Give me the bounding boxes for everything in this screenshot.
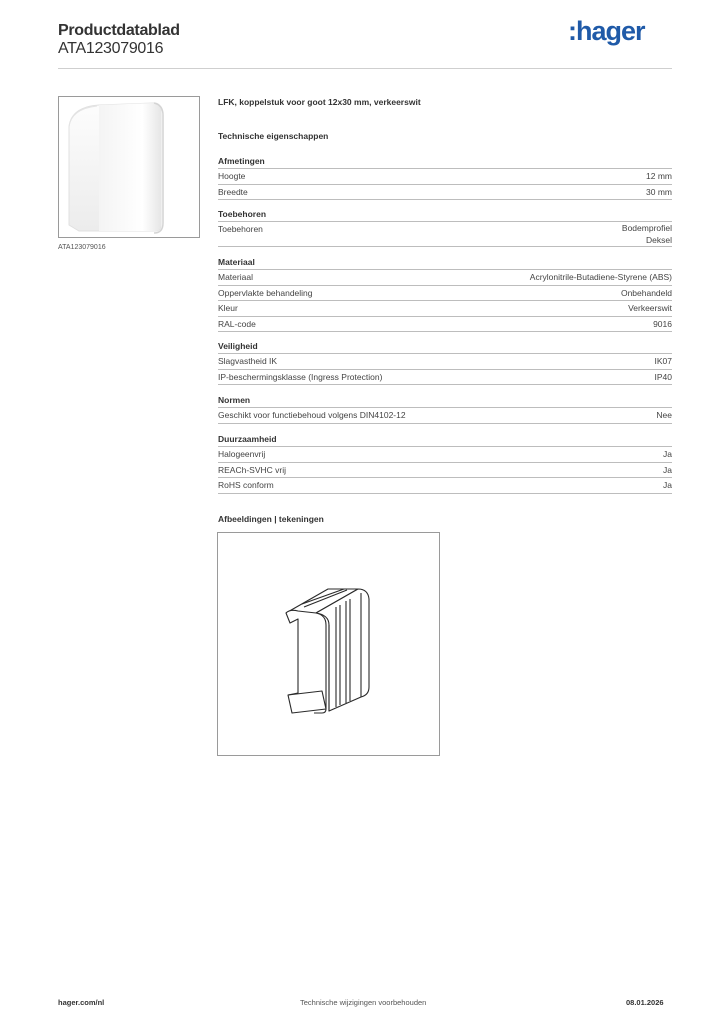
section-title: Duurzaamheid: [218, 433, 672, 447]
spec-label: Halogeenvrij: [218, 449, 266, 459]
spec-label: Slagvastheid IK: [218, 356, 278, 366]
section-afmetingen: [218, 155, 672, 200]
spec-row: [218, 478, 672, 494]
product-code: ATA123079016: [58, 40, 164, 57]
section-duurzaamheid: [218, 433, 672, 494]
product-thumbnail: [58, 96, 200, 238]
spec-value: Verkeerswit: [628, 303, 672, 313]
spec-label: Materiaal: [218, 272, 253, 282]
header-divider: [58, 68, 672, 69]
section-materiaal: [218, 256, 672, 332]
spec-row: [218, 447, 672, 463]
footer-date: 08.01.2026: [626, 998, 664, 1007]
section-veiligheid: [218, 340, 672, 385]
document-title: Productdatablad: [58, 22, 180, 39]
product-photo: [59, 97, 200, 238]
images-heading: Afbeeldingen | tekeningen: [218, 514, 324, 524]
spec-row: [218, 222, 672, 247]
spec-label: RoHS conform: [218, 480, 274, 490]
spec-label: Oppervlakte behandeling: [218, 287, 313, 298]
spec-row: [218, 463, 672, 479]
spec-row: [218, 286, 672, 302]
spec-row: [218, 408, 672, 424]
spec-value: Ja: [663, 480, 672, 490]
spec-value: Onbehandeld: [620, 287, 672, 298]
spec-label: Hoogte: [218, 171, 246, 181]
spec-value-line: Bodemprofiel: [621, 223, 672, 233]
spec-label: Kleur: [218, 303, 238, 313]
footer-disclaimer: Technische wijzigingen voorbehouden: [300, 998, 427, 1007]
thumbnail-caption: ATA123079016: [58, 244, 106, 251]
spec-value-line: Deksel: [646, 234, 672, 245]
spec-row: [218, 317, 672, 333]
spec-value: IK07: [654, 356, 672, 366]
spec-value: Acrylonitrile-Butadiene-Styrene (ABS): [529, 272, 672, 282]
spec-row: [218, 169, 672, 185]
spec-row: [218, 185, 672, 201]
spec-row: [218, 354, 672, 370]
spec-row: [218, 270, 672, 286]
spec-value: 30 mm: [646, 186, 672, 197]
spec-value: 9016: [653, 318, 672, 329]
section-toebehoren: [218, 208, 672, 247]
spec-value: Ja: [663, 449, 672, 459]
section-title: Afmetingen: [218, 155, 672, 169]
spec-label: Geschikt voor functiebehoud volgens DIN4102-12: [218, 410, 406, 420]
section-title: Toebehoren: [218, 208, 672, 222]
footer-website: hager.com/nl: [58, 998, 105, 1007]
spec-label: REACh-SVHC vrij: [218, 464, 287, 475]
hager-logo: :hager: [568, 16, 645, 46]
technical-heading: Technische eigenschappen: [218, 131, 329, 141]
spec-value: Ja: [663, 464, 672, 475]
spec-row: [218, 370, 672, 386]
spec-label: IP-beschermingsklasse (Ingress Protection): [218, 371, 383, 382]
spec-value: 12 mm: [646, 171, 672, 181]
spec-label: Breedte: [218, 186, 248, 197]
coupler-drawing: [218, 533, 439, 755]
technical-drawing: [217, 532, 440, 756]
spec-label: Toebehoren: [218, 224, 263, 234]
spec-value: Nee: [656, 410, 672, 420]
section-title: Veiligheid: [218, 340, 672, 354]
spec-value: [622, 223, 672, 246]
section-normen: [218, 394, 672, 424]
spec-row: [218, 301, 672, 317]
section-title: Materiaal: [218, 256, 672, 270]
section-title: Normen: [218, 394, 672, 408]
spec-value: IP40: [654, 371, 672, 382]
spec-label: RAL-code: [218, 318, 256, 329]
product-description: LFK, koppelstuk voor goot 12x30 mm, verkeerswit: [218, 97, 421, 107]
